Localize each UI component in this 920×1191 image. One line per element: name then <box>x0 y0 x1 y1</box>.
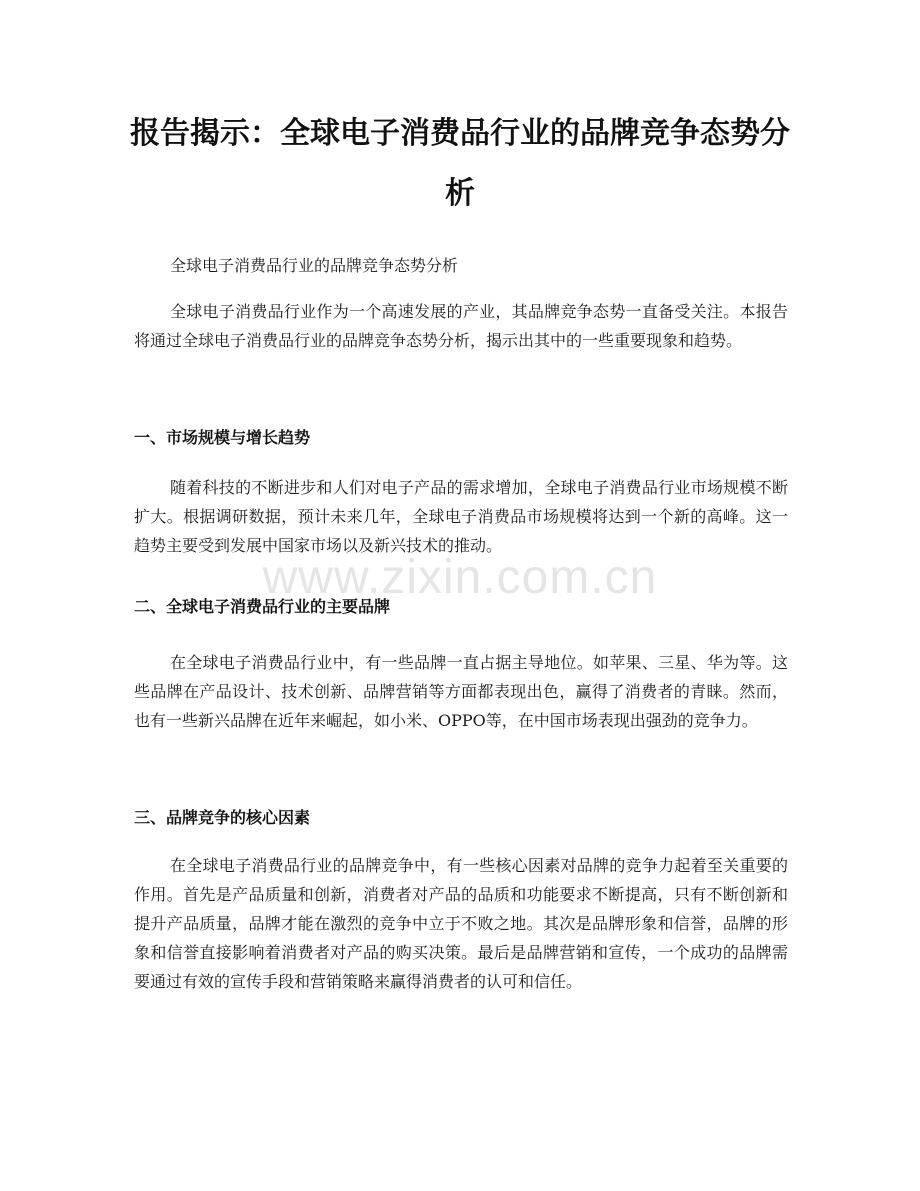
section-body-main-brands: 在全球电子消费品行业中，有一些品牌一直占据主导地位。如苹果、三星、华为等。这些品牌在产品设计、技术创新、品牌营销等方面都表现出色，赢得了消费者的青睐。然而，也有一些新兴品牌在近年来崛起，如小米、OPPO等，在中国市场表现出强劲的竞争力。 <box>134 653 788 730</box>
page-title: 报告揭示：全球电子消费品行业的品牌竞争态势分析 <box>130 116 790 211</box>
section-body-market-size: 随着科技的不断进步和人们对电子产品的需求增加，全球电子消费品行业市场规模不断扩大。根据调研数据，预计未来几年，全球电子消费品市场规模将达到一个新的高峰。这一趋势主要受到发展中国家市场以及新兴技术的推动。 <box>134 478 788 555</box>
section-heading-core-factors: 三、品牌竞争的核心因素 <box>134 808 311 827</box>
section-body-core-factors: 在全球电子消费品行业的品牌竞争中，有一些核心因素对品牌的竞争力起着至关重要的作用。首先是产品质量和创新，消费者对产品的品质和功能要求不断提高，只有不断创新和提升产品质量，品牌才能在激烈的竞争中立于不败之地。其次是品牌形象和信誉，品牌的形象和信誉直接影响着消费者对产品的购买决策。最后是品牌营销和宣传，一个成功的品牌需要通过有效的宣传手段和营销策略来赢得消费者的认可和信任。 <box>134 856 788 991</box>
watermark: www.zixin.com.cn <box>262 551 658 604</box>
section-heading-market-size: 一、市场规模与增长趋势 <box>134 428 311 447</box>
section-heading-main-brands: 二、全球电子消费品行业的主要品牌 <box>134 597 391 616</box>
document-subtitle: 全球电子消费品行业的品牌竞争态势分析 <box>170 256 459 275</box>
intro-paragraph: 全球电子消费品行业作为一个高速发展的产业，其品牌竞争态势一直备受关注。本报告将通过全球电子消费品行业的品牌竞争态势分析，揭示出其中的一些重要现象和趋势。 <box>134 302 788 350</box>
